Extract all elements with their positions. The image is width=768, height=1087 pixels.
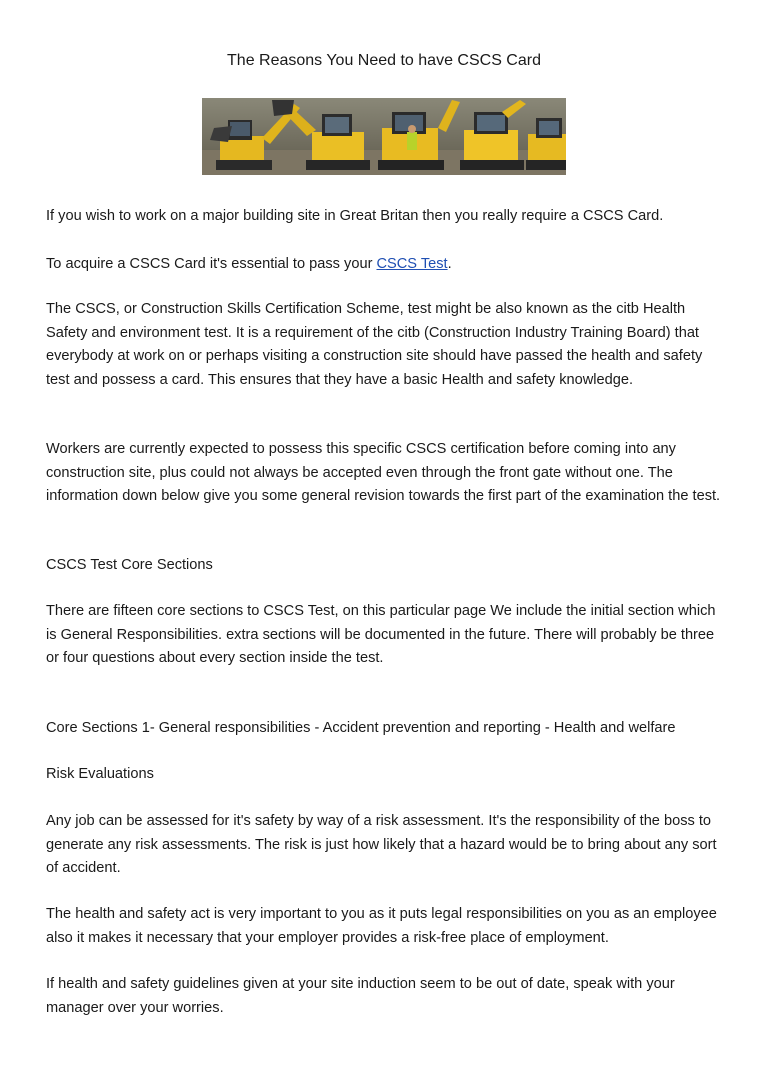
paragraph-acquire-text: To acquire a CSCS Card it's essential to pass your <box>46 256 377 272</box>
cscs-test-link[interactable]: CSCS Test <box>376 256 448 272</box>
heading-risk-evaluations: Risk Evaluations <box>46 766 154 782</box>
paragraph-fifteen-sections: There are fifteen core sections to CSCS Test, on this particular page We include the initial section which is General Responsibilities. extra sections will be documented in the future. There will probably be three or four questions about every section inside the test. <box>46 603 716 666</box>
excavators-photo <box>202 98 566 175</box>
paragraph-guidelines: If health and safety guidelines given at your site induction seem to be out of date, speak with your manager over your worries. <box>46 976 675 1016</box>
heading-core-sections: CSCS Test Core Sections <box>46 557 213 573</box>
paragraph-risk-assessment: Any job can be assessed for it's safety by way of a risk assessment. It's the responsibility of the boss to generate any risk assessments. The risk is just how likely that a hazard would be to bring about any sort of accident. <box>46 813 717 876</box>
paragraph-scheme: The CSCS, or Construction Skills Certification Scheme, test might be also known as the citb Health Safety and environment test. It is a requirement of the citb (Construction Industry Training Board) that everybody at work on or perhaps visiting a construction site should have passed the health and safety test and possess a card. This ensures that they have a basic Health and safety knowledge. <box>46 301 703 388</box>
paragraph-acquire-end: . <box>447 256 452 272</box>
hero-image <box>202 98 566 175</box>
paragraph-intro: If you wish to work on a major building site in Great Britan then you really require a CSCS Card. <box>46 208 664 224</box>
paragraph-acquire-card <box>46 253 726 277</box>
paragraph-core-section-1: Core Sections 1- General responsibilities - Accident prevention and reporting - Health and welfare <box>46 720 676 736</box>
paragraph-workers: Workers are currently expected to possess this specific CSCS certification before coming into any construction site, plus could not always be accepted even through the front gate without one. The information down below give you some general revision towards the first part of the examination the test. <box>46 441 721 504</box>
paragraph-health-safety-act: The health and safety act is very important to you as it puts legal responsibilities on you as an employee also it makes it necessary that your employer provides a risk-free place of employment. <box>46 906 717 946</box>
document-title: The Reasons You Need to have CSCS Card <box>227 52 541 69</box>
